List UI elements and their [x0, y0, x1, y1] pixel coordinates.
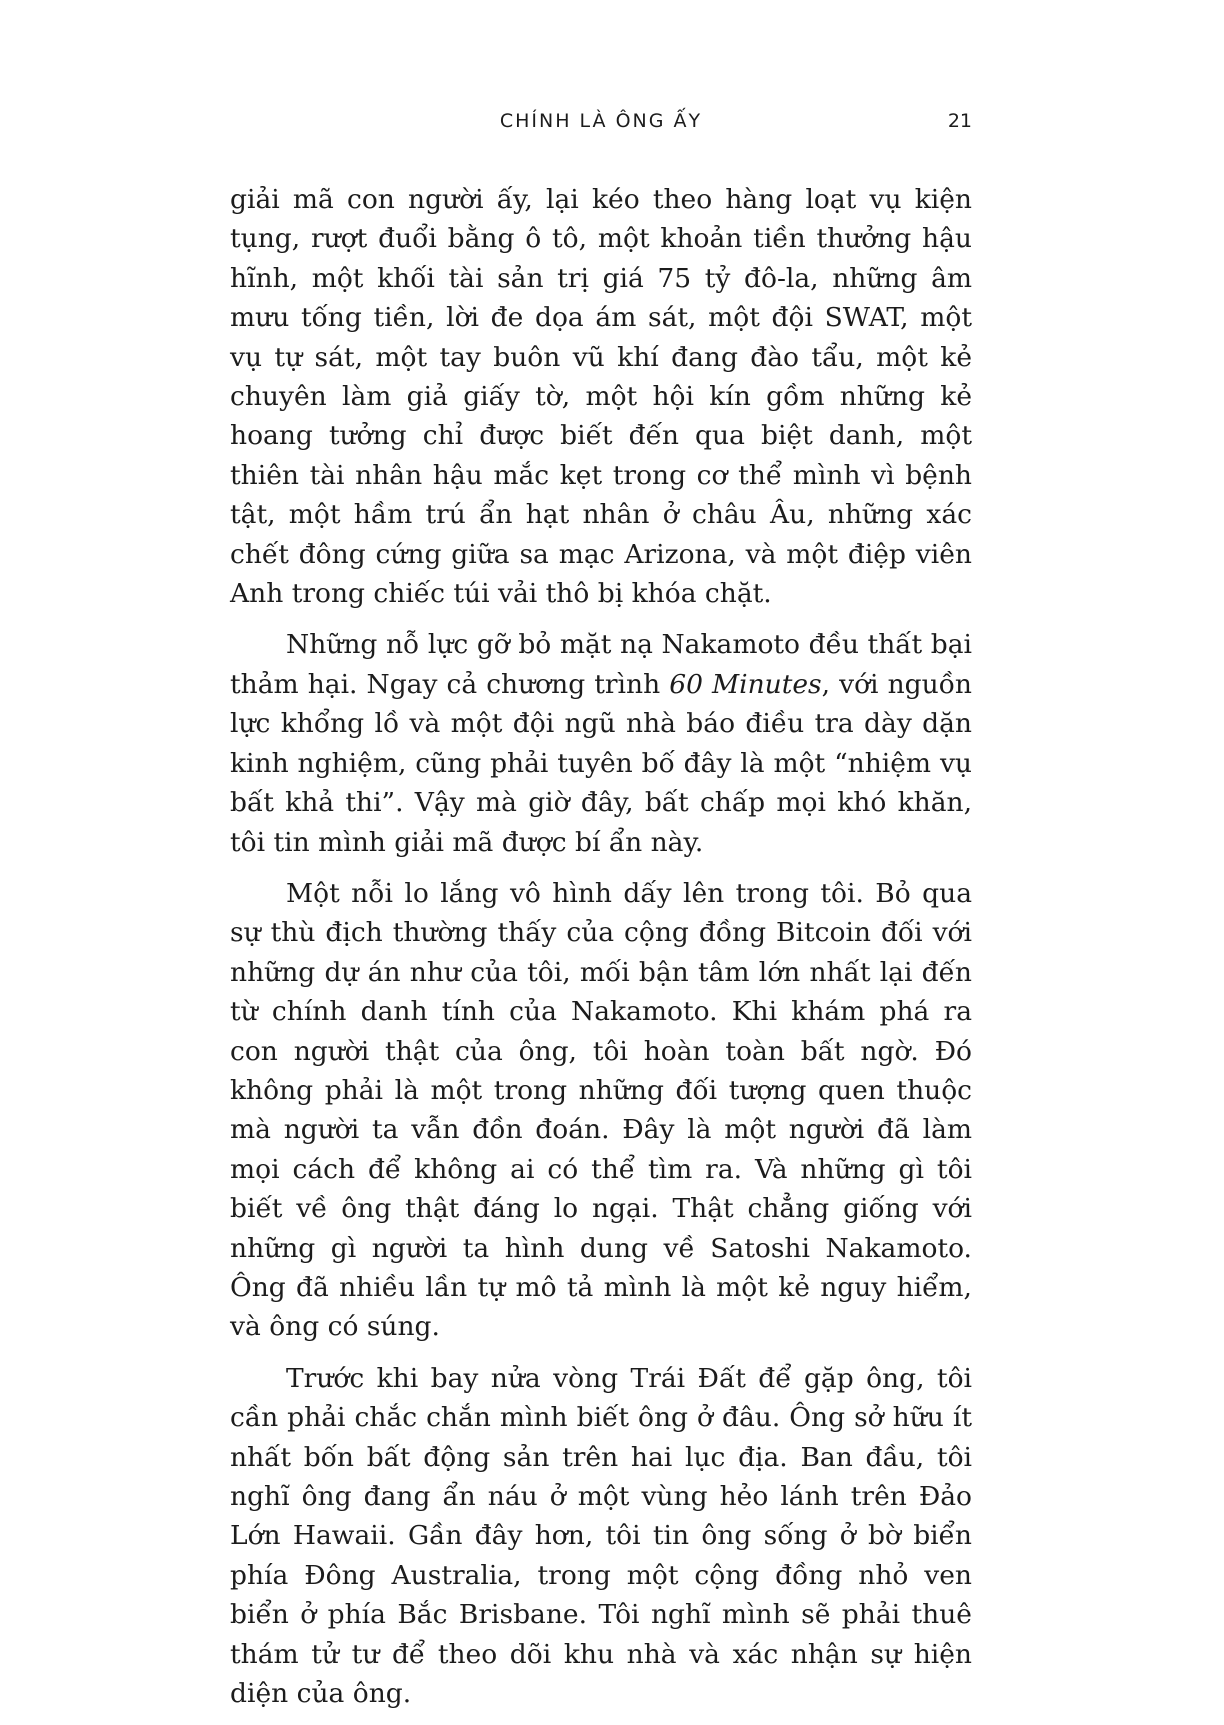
program-title-italic: 60 Minutes	[669, 668, 822, 700]
chapter-title: CHÍNH LÀ ÔNG ẤY	[499, 110, 703, 132]
page-number: 21	[947, 110, 972, 132]
paragraph-3: Một nỗi lo lắng vô hình dấy lên trong tôi. Bỏ qua sự thù địch thường thấy của cộng đồng Bitcoin đối với những dự án như của tôi, mối bận tâm lớn nhất lại đến từ chính danh tính của Nakamoto. Khi khám phá ra con người thật của ông, tôi hoàn toàn bất ngờ. Đó không phải là một trong những đối tượng quen thuộc mà người ta vẫn đồn đoán. Đây là một người đã làm mọi cách để không ai có thể tìm ra. Và những gì tôi biết về ông thật đáng lo ngại. Thật chẳng giống với những gì người ta hình dung về Satoshi Nakamoto. Ông đã nhiều lần tự mô tả mình là một kẻ nguy hiểm, và ông có súng.	[230, 877, 972, 1343]
paragraph-2-text-after: , với nguồn lực khổng lồ và một đội ngũ nhà báo điều tra dày dặn kinh nghiệm, cũng phải tuyên bố đây là một “nhiệm vụ bất khả thi”. Vậy mà giờ đây, bất chấp mọi khó khăn, tôi tin mình giải mã được bí ẩn này.	[230, 668, 972, 858]
paragraph-1: giải mã con người ấy, lại kéo theo hàng loạt vụ kiện tụng, rượt đuổi bằng ô tô, một khoản tiền thưởng hậu hĩnh, một khối tài sản trị giá 75 tỷ đô-la, những âm mưu tống tiền, lời đe dọa ám sát, một đội SWAT, một vụ tự sát, một tay buôn vũ khí đang đào tẩu, một kẻ chuyên làm giả giấy tờ, một hội kín gồm những kẻ hoang tưởng chỉ được biết đến qua biệt danh, một thiên tài nhân hậu mắc kẹt trong cơ thể mình vì bệnh tật, một hầm trú ẩn hạt nhân ở châu Âu, những xác chết đông cứng giữa sa mạc Arizona, và một điệp viên Anh trong chiếc túi vải thô bị khóa chặt.	[230, 184, 972, 610]
paragraph-2	[230, 625, 972, 861]
body-text	[230, 180, 972, 1725]
paragraph-4: Trước khi bay nửa vòng Trái Đất để gặp ông, tôi cần phải chắc chắn mình biết ông ở đâu. Ông sở hữu ít nhất bốn bất động sản trên hai lục địa. Ban đầu, tôi nghĩ ông đang ẩn náu ở một vùng hẻo lánh trên Đảo Lớn Hawaii. Gần đây hơn, tôi tin ông sống ở bờ biển phía Đông Australia, trong một cộng đồng nhỏ ven biển ở phía Bắc Brisbane. Tôi nghĩ mình sẽ phải thuê thám tử tư để theo dõi khu nhà và xác nhận sự hiện diện của ông.	[230, 1362, 972, 1710]
paragraph-2-text-before: Những nỗ lực gỡ bỏ mặt nạ Nakamoto đều thất bại thảm hại. Ngay cả chương trình	[230, 629, 972, 700]
running-head	[230, 110, 972, 142]
